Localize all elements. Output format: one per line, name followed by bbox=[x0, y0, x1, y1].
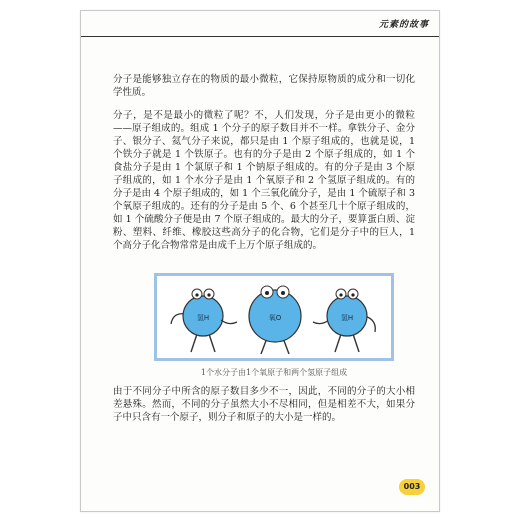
bond-right bbox=[313, 320, 329, 324]
atom-cartoon bbox=[157, 276, 391, 358]
oxygen-atom bbox=[249, 286, 301, 354]
water-molecule-illustration bbox=[154, 273, 394, 361]
paragraph-1: 分子是能够独立存在的物质的最小微粒，它保持原物质的成分和一切化学性质。 bbox=[113, 74, 415, 98]
page-number-badge: 003 bbox=[399, 479, 425, 495]
atom-label-right: 氢H bbox=[340, 314, 354, 322]
figure-caption: 1个水分子由1个氧原子和两个氢原子组成 bbox=[200, 368, 348, 377]
header-rule bbox=[81, 36, 439, 37]
paragraph-2: 分子，是不是最小的微粒了呢？不，人们发现，分子是由更小的微粒——原子组成的。组成 1 个分子的原子数目并不一样。拿铁分子、金分子、银分子、氦气分子来说，都只是由 1 个原子组成的，也就是说，1 个铁分子就是 1 个铁原子。也有的分子是由 2 个原子组成的，如 1 个食盐分子是由 1 个氯原子和 1 个钠原子组成的。有的分子是由 3 个原子组成的，如 1 个水分子是由 1 个氧原子和 2 个氢原子组成的。有的分子是由 4 个原子组成的，如 1 个三氧化硫分子，是由 1 个硫原子和 3 个氧原子组成的。还有的分子是由 5 个、6 个甚至几十个原子组成的，如 1 个硫酸分子便是由 7 个原子组成的。最大的分子，要算蛋白质、淀粉、塑料、纤维、橡胶这些高分子的化合物，它们是分子中的巨人，1 个高分子化合物常常是由成千上万个原子组成的。 bbox=[113, 110, 415, 251]
hydrogen-atom-left bbox=[171, 289, 223, 352]
hydrogen-atom-right bbox=[327, 289, 375, 352]
atom-label-center: 氧O bbox=[268, 314, 282, 322]
bond-left bbox=[221, 320, 237, 324]
paragraph-3: 由于不同分子中所含的原子数目多少不一，因此，不同的分子的大小相差悬殊。然而，不同的分子虽然大小不尽相同，但是相差不大，如果分子中只含有一个原子，则分子和原子的大小是一样的。 bbox=[113, 386, 415, 423]
running-header: 元素的故事 bbox=[378, 20, 429, 30]
atom-label-left: 氢H bbox=[196, 314, 210, 322]
book-page bbox=[80, 10, 440, 512]
